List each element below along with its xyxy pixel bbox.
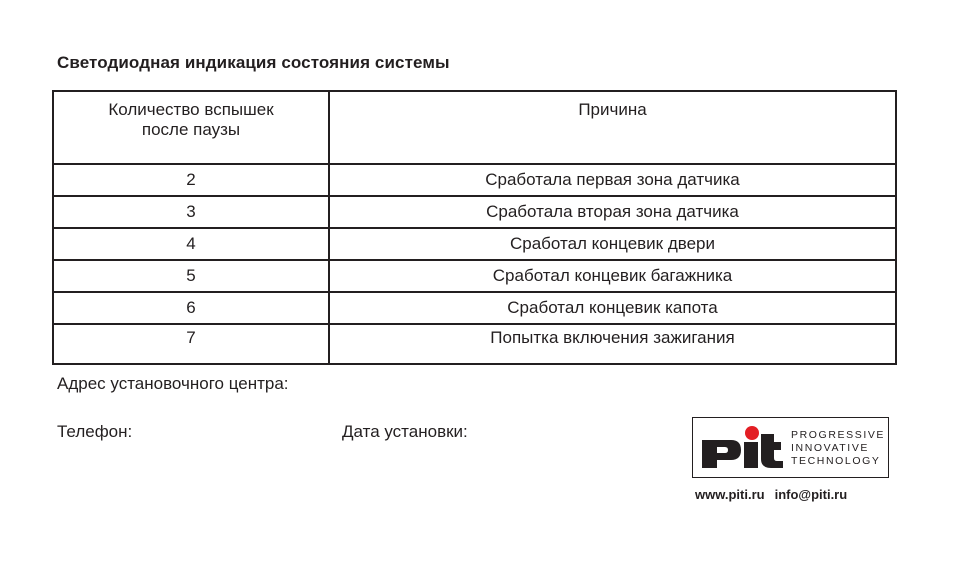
cell-flashes: 5 (53, 260, 329, 292)
cell-reason: Сработала вторая зона датчика (329, 196, 896, 228)
logo-line: TECHNOLOGY (791, 455, 881, 467)
led-indication-table (52, 90, 897, 365)
logo-line: INNOVATIVE (791, 442, 870, 454)
header-flashes-label: Количество вспышек после паузы (108, 100, 274, 139)
table-row (53, 324, 896, 364)
cell-flashes: 4 (53, 228, 329, 260)
cell-reason: Попытка включения зажигания (329, 324, 896, 364)
cell-flashes: 3 (53, 196, 329, 228)
cell-reason: Сработал концевик багажника (329, 260, 896, 292)
pit-logo (692, 417, 889, 478)
install-date-label: Дата установки: (342, 422, 468, 441)
logo-line: PROGRESSIVE (791, 429, 886, 441)
table-row (53, 292, 896, 324)
cell-flashes: 7 (53, 324, 329, 364)
cell-flashes: 2 (53, 164, 329, 196)
pit-logo-mark-icon (701, 426, 789, 470)
table-row (53, 164, 896, 196)
cell-reason: Сработал концевик двери (329, 228, 896, 260)
column-header-flashes (53, 91, 329, 164)
cell-flashes: 6 (53, 292, 329, 324)
cell-reason: Сработал концевик капота (329, 292, 896, 324)
table-row (53, 260, 896, 292)
table-row (53, 196, 896, 228)
table-row (53, 228, 896, 260)
column-header-reason: Причина (329, 91, 896, 164)
contacts (695, 487, 847, 502)
website-link[interactable]: www.piti.ru (695, 487, 765, 502)
phone-label: Телефон: (57, 422, 133, 441)
cell-reason: Сработала первая зона датчика (329, 164, 896, 196)
address-label: Адрес установочного центра: (57, 374, 289, 393)
page-title: Светодиодная индикация состояния системы (57, 53, 450, 72)
email-link[interactable]: info@piti.ru (774, 487, 848, 502)
table-header-row (53, 91, 896, 164)
logo-tagline (791, 429, 885, 468)
